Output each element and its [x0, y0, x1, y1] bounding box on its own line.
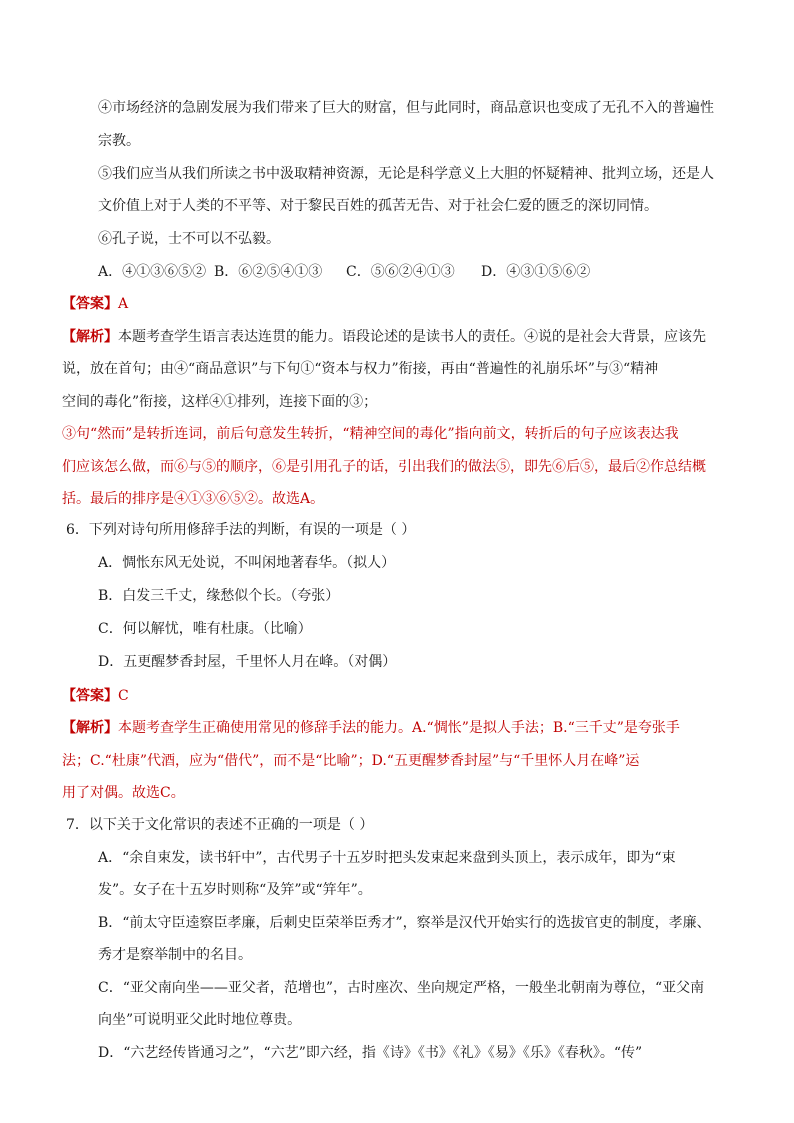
- q5-choice-b: B．⑥②⑤④①③: [214, 264, 323, 280]
- analysis-text: 本题考查学生语言表达连贯的能力。语段论述的是读书人的责任。④说的是社会大背景，应该先: [118, 329, 706, 345]
- answer-tag: 【答案】: [62, 296, 118, 312]
- answer-value: C: [118, 688, 129, 704]
- q6-option-d: D．五更醒梦香封屋，千里怀人月在峰。（对偶）: [98, 654, 397, 670]
- analysis-tag: 【解析】: [62, 720, 118, 736]
- q6-question: 6．下列对诗句所用修辞手法的判断，有误的一项是（ ）: [66, 522, 416, 538]
- q5-choices: [98, 262, 590, 282]
- q6-option-c: C．何以解忧，唯有杜康。（比喻）: [98, 621, 312, 637]
- q7-option-c-cont: 向坐”可说明亚父此时地位尊贵。: [98, 1012, 302, 1028]
- analysis-tag: 【解析】: [62, 329, 118, 345]
- q6-analysis-line-1: [62, 718, 680, 738]
- q6-option-b: B．白发三千丈，缘愁似个长。（夸张）: [98, 588, 340, 604]
- q5-sentence-6: ⑥孔子说，士不可以不弘毅。: [98, 231, 280, 247]
- q5-choice-a: A．④①③⑥⑤②: [98, 264, 207, 280]
- q5-choice-d: D．④③①⑤⑥②: [481, 264, 591, 280]
- q5-sentence-5-cont: 文价值上对于人类的不平等、对于黎民百姓的孤苦无告、对于社会仁爱的匮乏的深切同情。: [98, 198, 658, 214]
- q6-analysis-line-2: 法；C.“杜康”代酒，应为“借代”，而不是“比喻”；D.“五更醒梦香封屋”与“千里怀人月在峰”运: [62, 753, 640, 769]
- q5-analysis-line-2: 说，放在首句；由④“商品意识”与下句①“资本与权力”衔接，再由“普遍性的礼崩乐坏”与③“精神: [62, 361, 659, 377]
- q5-sentence-5: ⑤我们应当从我们所读之书中汲取精神资源，无论是科学意义上大胆的怀疑精神、批判立场，还是人: [98, 166, 714, 182]
- q5-answer: [62, 294, 128, 314]
- q7-option-b: B．“前太守臣逵察臣孝廉，后刺史臣荣举臣秀才”，察举是汉代开始实行的选拔官吏的制度，孝廉、: [98, 915, 711, 931]
- q7-option-a-cont: 发”。女子在十五岁时则称“及笄”或“笄年”。: [98, 882, 372, 898]
- q7-option-a: A．“余自束发，读书轩中”，古代男子十五岁时把头发束起来盘到头顶上，表示成年，即为“束: [98, 850, 676, 866]
- q7-option-c: C．“亚父南向坐——亚父者，范增也”，古时座次、坐向规定严格，一般坐北朝南为尊位，“亚父南: [98, 980, 705, 996]
- q5-analysis-line-3: 空间的毒化”衔接，这样④①排列，连接下面的③；: [62, 394, 378, 410]
- q5-analysis-line-5: 们应该怎么做，而⑥与⑤的顺序，⑥是引用孔子的话，引出我们的做法⑤，即先⑥后⑤，最后②作总结概: [62, 459, 706, 475]
- q7-question: 7．以下关于文化常识的表述不正确的一项是（ ）: [66, 817, 374, 833]
- q5-analysis-line-6: 括。最后的排序是④①③⑥⑤②。故选A。: [62, 491, 325, 507]
- q6-option-a: A．惆怅东风无处说，不叫闲地著春华。（拟人）: [98, 555, 396, 571]
- q5-analysis-line-4: ③句“然而”是转折连词，前后句意发生转折，“精神空间的毒化”指向前文，转折后的句子应该表达我: [62, 426, 679, 442]
- q5-sentence-4-cont: 宗教。: [98, 133, 140, 149]
- q5-analysis-line-1: [62, 327, 706, 347]
- analysis-text: 本题考查学生正确使用常见的修辞手法的能力。A.“惆怅”是拟人手法；B.“三千丈”是夸张手: [118, 720, 680, 736]
- answer-tag: 【答案】: [62, 688, 118, 704]
- q7-option-b-cont: 秀才是察举制中的名目。: [98, 947, 252, 963]
- q5-choice-c: C．⑤⑥②④①③: [346, 264, 455, 280]
- q7-option-d: D．“六艺经传皆通习之”，“六艺”即六经，指《诗》《书》《礼》《易》《乐》《春秋》。“传”: [98, 1045, 643, 1061]
- answer-value: A: [118, 296, 129, 312]
- q5-sentence-4: ④市场经济的急剧发展为我们带来了巨大的财富，但与此同时，商品意识也变成了无孔不入的普遍性: [98, 100, 714, 116]
- q6-answer: [62, 686, 129, 706]
- q6-analysis-line-3: 用了对偶。故选C。: [62, 785, 185, 801]
